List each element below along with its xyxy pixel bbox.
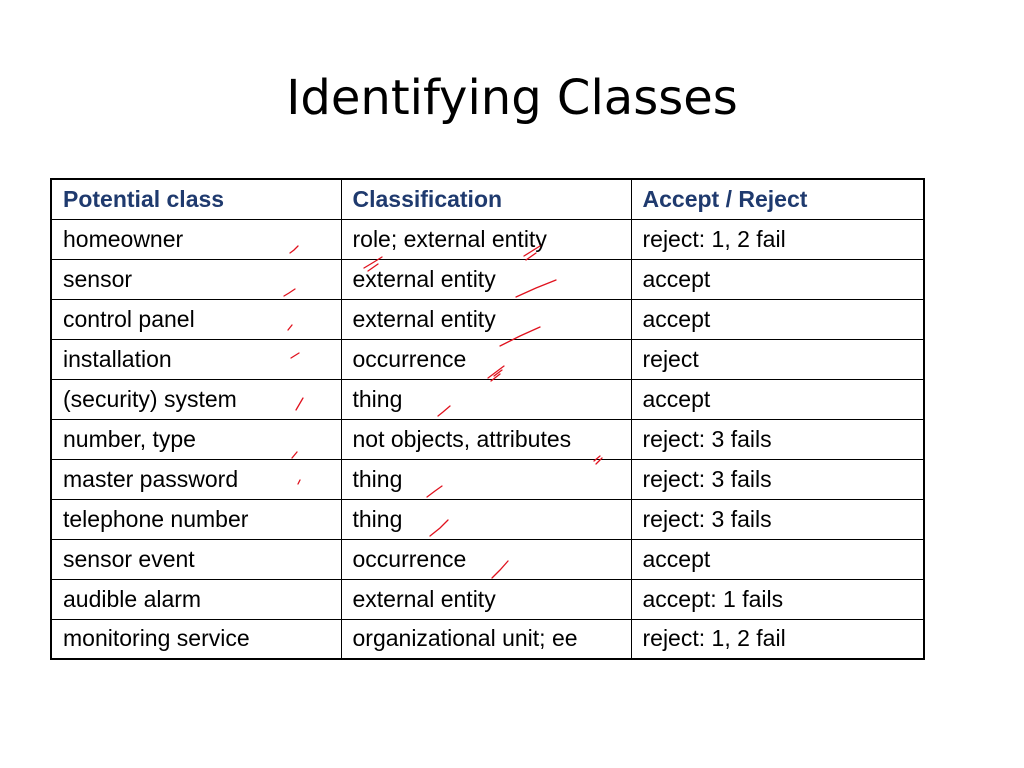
cell-accept-reject: reject: 3 fails	[631, 419, 924, 459]
cell-potential-class: control panel	[51, 299, 341, 339]
cell-potential-class: sensor	[51, 259, 341, 299]
cell-potential-class: number, type	[51, 419, 341, 459]
table-row	[51, 579, 924, 619]
classes-table	[50, 178, 925, 660]
table-row	[51, 459, 924, 499]
table-row	[51, 339, 924, 379]
cell-potential-class: (security) system	[51, 379, 341, 419]
cell-accept-reject: reject: 1, 2 fail	[631, 219, 924, 259]
table-row	[51, 539, 924, 579]
table-row	[51, 259, 924, 299]
table-row	[51, 299, 924, 339]
cell-potential-class: telephone number	[51, 499, 341, 539]
cell-potential-class: master password	[51, 459, 341, 499]
header-classification: Classification	[341, 179, 631, 219]
table-row	[51, 219, 924, 259]
cell-accept-reject: accept	[631, 539, 924, 579]
table-row	[51, 499, 924, 539]
cell-accept-reject: accept: 1 fails	[631, 579, 924, 619]
cell-accept-reject: reject: 1, 2 fail	[631, 619, 924, 659]
classes-table-container	[50, 178, 923, 660]
slide-title: Identifying Classes	[286, 70, 738, 126]
cell-classification: thing	[341, 379, 631, 419]
cell-classification: external entity	[341, 299, 631, 339]
cell-classification: external entity	[341, 579, 631, 619]
cell-accept-reject: reject	[631, 339, 924, 379]
cell-potential-class: monitoring service	[51, 619, 341, 659]
cell-classification: occurrence	[341, 339, 631, 379]
table-row	[51, 379, 924, 419]
cell-classification: role; external entity	[341, 219, 631, 259]
table-row	[51, 419, 924, 459]
table-header-row	[51, 179, 924, 219]
table-row	[51, 619, 924, 659]
cell-accept-reject: accept	[631, 379, 924, 419]
cell-accept-reject: accept	[631, 299, 924, 339]
cell-classification: external entity	[341, 259, 631, 299]
cell-potential-class: audible alarm	[51, 579, 341, 619]
cell-classification: occurrence	[341, 539, 631, 579]
cell-potential-class: installation	[51, 339, 341, 379]
cell-classification: thing	[341, 459, 631, 499]
cell-classification: not objects, attributes	[341, 419, 631, 459]
cell-potential-class: sensor event	[51, 539, 341, 579]
header-potential-class: Potential class	[51, 179, 341, 219]
cell-accept-reject: reject: 3 fails	[631, 459, 924, 499]
cell-accept-reject: accept	[631, 259, 924, 299]
header-accept-reject: Accept / Reject	[631, 179, 924, 219]
cell-accept-reject: reject: 3 fails	[631, 499, 924, 539]
cell-classification: thing	[341, 499, 631, 539]
cell-classification: organizational unit; ee	[341, 619, 631, 659]
cell-potential-class: homeowner	[51, 219, 341, 259]
